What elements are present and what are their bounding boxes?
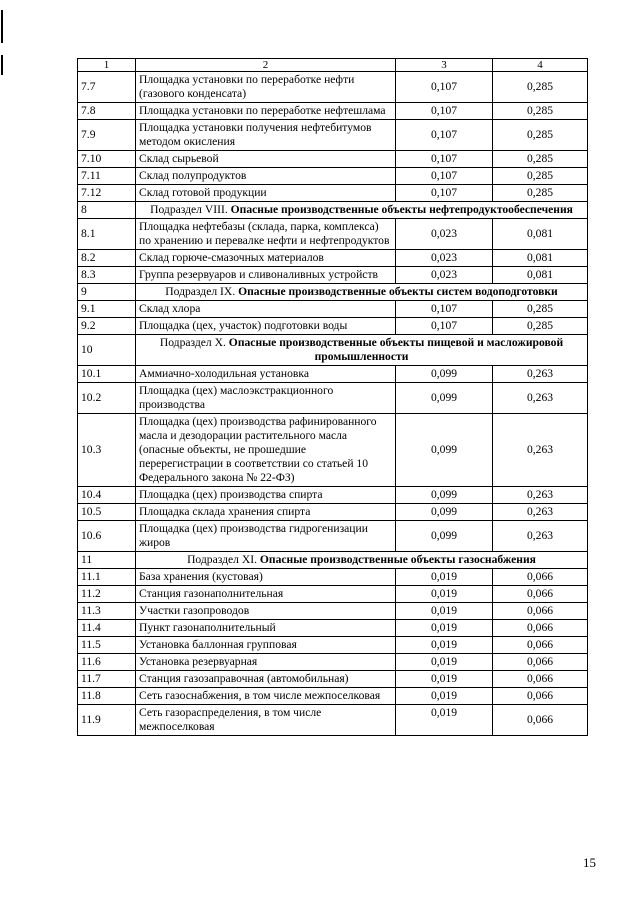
subsection-row	[78, 552, 588, 569]
page-number: 15	[583, 855, 596, 870]
object-name: Склад полупродуктов	[136, 168, 396, 185]
object-name: База хранения (кустовая)	[136, 569, 396, 586]
subsection-heading-text	[139, 336, 584, 364]
subsection-title: Опасные производственные объекты пищевой и масложировой промышленности	[228, 336, 564, 363]
subsection-heading	[136, 284, 588, 301]
table-row	[78, 267, 588, 284]
row-number: 11.8	[78, 688, 136, 705]
subsection-heading-text	[139, 553, 584, 567]
row-number: 11.3	[78, 603, 136, 620]
column-4-value: 0,285	[493, 168, 588, 185]
subsection-heading	[136, 552, 588, 569]
column-4-value: 0,263	[493, 366, 588, 383]
row-number: 8.3	[78, 267, 136, 284]
column-3-value: 0,019	[396, 671, 493, 688]
column-3-value: 0,019	[396, 654, 493, 671]
column-4-value: 0,263	[493, 504, 588, 521]
column-4-value: 0,285	[493, 151, 588, 168]
row-number: 7.11	[78, 168, 136, 185]
row-number: 11	[78, 552, 136, 569]
column-3-value: 0,107	[396, 103, 493, 120]
object-name: Сеть газоснабжения, в том числе межпоселковая	[136, 688, 396, 705]
table-header	[78, 59, 588, 72]
object-name: Установка баллонная групповая	[136, 637, 396, 654]
column-4-value: 0,285	[493, 318, 588, 335]
column-3-value: 0,023	[396, 250, 493, 267]
column-4-value: 0,263	[493, 487, 588, 504]
column-4-value: 0,066	[493, 654, 588, 671]
table-row	[78, 637, 588, 654]
object-name: Сеть газораспределения, в том числе межпоселковая	[136, 705, 396, 736]
table-row	[78, 569, 588, 586]
row-number: 7.8	[78, 103, 136, 120]
subsection-row	[78, 202, 588, 219]
row-number: 8.2	[78, 250, 136, 267]
object-name: Участки газопроводов	[136, 603, 396, 620]
subsection-heading	[136, 335, 588, 366]
column-3-value: 0,019	[396, 620, 493, 637]
row-number: 8	[78, 202, 136, 219]
row-number: 8.1	[78, 219, 136, 250]
column-3-value: 0,019	[396, 569, 493, 586]
table-row	[78, 504, 588, 521]
object-name: Установка резервуарная	[136, 654, 396, 671]
column-4-value: 0,081	[493, 219, 588, 250]
subsection-title: Опасные производственные объекты систем водоподготовки	[238, 285, 558, 298]
object-name: Площадка нефтебазы (склада, парка, комплекса) по хранению и перевалке нефти и нефтепродуктов	[136, 219, 396, 250]
row-number: 10.1	[78, 366, 136, 383]
column-1-header: 1	[78, 59, 136, 72]
object-name: Площадка установки по переработке нефтешлама	[136, 103, 396, 120]
table-row	[78, 688, 588, 705]
hazard-objects-table	[77, 58, 588, 736]
column-4-value: 0,263	[493, 414, 588, 487]
subsection-heading-text	[139, 285, 584, 299]
row-number: 7.12	[78, 185, 136, 202]
margin-mark-top	[1, 10, 3, 43]
row-number: 11.6	[78, 654, 136, 671]
column-4-value: 0,066	[493, 705, 588, 736]
row-number: 10	[78, 335, 136, 366]
subsection-row	[78, 335, 588, 366]
column-3-value: 0,107	[396, 318, 493, 335]
table-row	[78, 72, 588, 103]
column-4-value: 0,263	[493, 521, 588, 552]
column-3-value: 0,019	[396, 603, 493, 620]
row-number: 7.9	[78, 120, 136, 151]
table-row	[78, 586, 588, 603]
object-name: Площадка установки получения нефтебитумов методом окисления	[136, 120, 396, 151]
subsection-title: Опасные производственные объекты нефтепродуктообеспечения	[230, 203, 573, 216]
row-number: 10.2	[78, 383, 136, 414]
column-4-value: 0,081	[493, 267, 588, 284]
column-4-value: 0,066	[493, 569, 588, 586]
object-name: Склад сырьевой	[136, 151, 396, 168]
table-row	[78, 318, 588, 335]
object-name: Площадка (цех) производства гидрогенизации жиров	[136, 521, 396, 552]
row-number: 9.1	[78, 301, 136, 318]
object-name: Площадка (цех) маслоэкстракционного производства	[136, 383, 396, 414]
row-number: 10.6	[78, 521, 136, 552]
row-number: 10.5	[78, 504, 136, 521]
object-name: Склад хлора	[136, 301, 396, 318]
table-row	[78, 487, 588, 504]
object-name: Склад горюче-смазочных материалов	[136, 250, 396, 267]
row-number: 7.10	[78, 151, 136, 168]
column-3-value: 0,019	[396, 705, 493, 736]
subsection-label: Подраздел IX.	[165, 285, 236, 298]
table-row	[78, 521, 588, 552]
object-name: Пункт газонаполнительный	[136, 620, 396, 637]
table-row	[78, 671, 588, 688]
subsection-label: Подраздел XI.	[187, 553, 257, 566]
table-row	[78, 603, 588, 620]
row-number: 10.3	[78, 414, 136, 487]
table-row	[78, 185, 588, 202]
table-row	[78, 705, 588, 736]
subsection-label: Подраздел VIII.	[150, 203, 228, 216]
column-4-value: 0,066	[493, 688, 588, 705]
subsection-title: Опасные производственные объекты газоснабжения	[259, 553, 536, 566]
table-row	[78, 168, 588, 185]
row-number: 10.4	[78, 487, 136, 504]
column-3-value: 0,099	[396, 487, 493, 504]
row-number: 11.9	[78, 705, 136, 736]
column-3-value: 0,107	[396, 72, 493, 103]
column-4-value: 0,081	[493, 250, 588, 267]
object-name: Площадка склада хранения спирта	[136, 504, 396, 521]
column-3-value: 0,107	[396, 185, 493, 202]
table-row	[78, 383, 588, 414]
column-3-value: 0,099	[396, 414, 493, 487]
column-4-value: 0,285	[493, 120, 588, 151]
object-name: Станция газонаполнительная	[136, 586, 396, 603]
table-row	[78, 366, 588, 383]
header-row	[78, 59, 588, 72]
row-number: 7.7	[78, 72, 136, 103]
table-row	[78, 414, 588, 487]
subsection-label: Подраздел X.	[159, 336, 226, 349]
column-3-value: 0,107	[396, 151, 493, 168]
column-4-value: 0,263	[493, 383, 588, 414]
column-3-value: 0,023	[396, 219, 493, 250]
row-number: 11.4	[78, 620, 136, 637]
row-number: 9.2	[78, 318, 136, 335]
table-row	[78, 151, 588, 168]
row-number: 11.7	[78, 671, 136, 688]
column-3-value: 0,107	[396, 301, 493, 318]
column-3-value: 0,099	[396, 366, 493, 383]
table-row	[78, 103, 588, 120]
column-4-header: 4	[493, 59, 588, 72]
table-row	[78, 654, 588, 671]
row-number: 11.5	[78, 637, 136, 654]
row-number: 9	[78, 284, 136, 301]
row-number: 11.2	[78, 586, 136, 603]
column-3-header: 3	[396, 59, 493, 72]
table-row	[78, 219, 588, 250]
column-3-value: 0,099	[396, 521, 493, 552]
column-3-value: 0,019	[396, 688, 493, 705]
row-number: 11.1	[78, 569, 136, 586]
table-row	[78, 250, 588, 267]
column-4-value: 0,285	[493, 185, 588, 202]
column-4-value: 0,285	[493, 103, 588, 120]
table-row	[78, 620, 588, 637]
column-4-value: 0,285	[493, 301, 588, 318]
object-name: Площадка (цех) производства спирта	[136, 487, 396, 504]
column-3-value: 0,019	[396, 586, 493, 603]
column-4-value: 0,066	[493, 586, 588, 603]
subsection-heading	[136, 202, 588, 219]
table-row	[78, 120, 588, 151]
table-row	[78, 301, 588, 318]
column-3-value: 0,099	[396, 504, 493, 521]
column-3-value: 0,019	[396, 637, 493, 654]
table-body	[78, 72, 588, 736]
object-name: Площадка (цех) производства рафинированного масла и дезодорации растительного масла (опасные объекты, не прошедшие перерегистрации в соответствии со статьей 10 Федерального закона № 22-ФЗ)	[136, 414, 396, 487]
subsection-heading-text	[139, 203, 584, 217]
object-name: Площадка (цех, участок) подготовки воды	[136, 318, 396, 335]
column-3-value: 0,023	[396, 267, 493, 284]
object-name: Площадка установки по переработке нефти (газового конденсата)	[136, 72, 396, 103]
object-name: Склад готовой продукции	[136, 185, 396, 202]
margin-mark-lower	[1, 55, 3, 75]
column-4-value: 0,066	[493, 620, 588, 637]
column-4-value: 0,285	[493, 72, 588, 103]
object-name: Аммиачно-холодильная установка	[136, 366, 396, 383]
object-name: Станция газозаправочная (автомобильная)	[136, 671, 396, 688]
column-2-header: 2	[136, 59, 396, 72]
column-4-value: 0,066	[493, 603, 588, 620]
column-3-value: 0,107	[396, 168, 493, 185]
column-3-value: 0,107	[396, 120, 493, 151]
object-name: Группа резервуаров и сливоналивных устройств	[136, 267, 396, 284]
subsection-row	[78, 284, 588, 301]
column-4-value: 0,066	[493, 637, 588, 654]
column-3-value: 0,099	[396, 383, 493, 414]
column-4-value: 0,066	[493, 671, 588, 688]
